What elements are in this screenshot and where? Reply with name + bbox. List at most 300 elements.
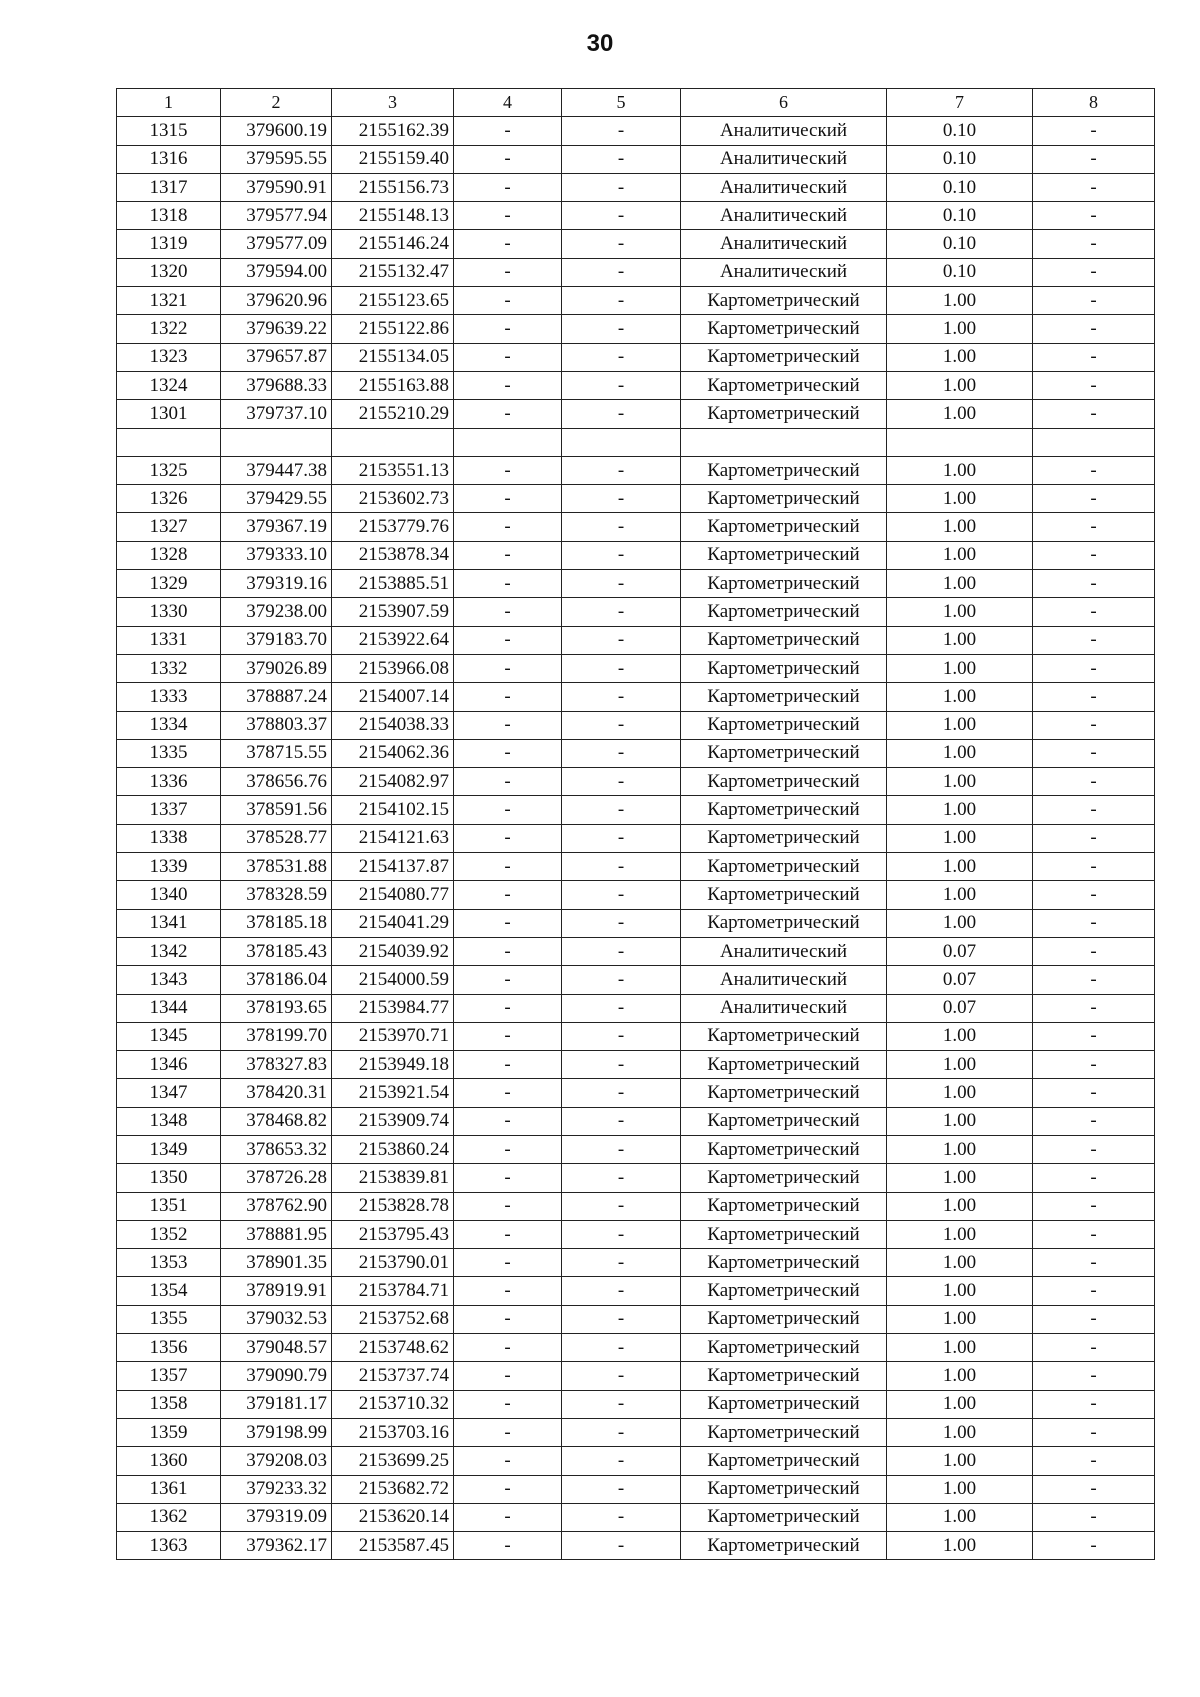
method-cell: Картометрический (681, 1022, 887, 1050)
col4-cell: - (454, 881, 562, 909)
col4-cell: - (454, 1277, 562, 1305)
accuracy-cell: 1.00 (887, 1135, 1033, 1163)
point-number-cell: 1344 (117, 994, 221, 1022)
accuracy-cell: 1.00 (887, 881, 1033, 909)
point-number-cell: 1329 (117, 570, 221, 598)
y-coordinate-cell: 2155148.13 (332, 202, 454, 230)
method-cell: Картометрический (681, 1164, 887, 1192)
x-coordinate-cell: 379233.32 (221, 1475, 332, 1503)
x-coordinate-cell: 378762.90 (221, 1192, 332, 1220)
table-row (117, 173, 1155, 201)
table-row (117, 909, 1155, 937)
col8-cell: - (1033, 1220, 1155, 1248)
method-cell: Картометрический (681, 853, 887, 881)
point-number-cell: 1334 (117, 711, 221, 739)
accuracy-cell: 1.00 (887, 909, 1033, 937)
x-coordinate-cell: 378186.04 (221, 966, 332, 994)
point-number-cell: 1358 (117, 1390, 221, 1418)
y-coordinate-cell: 2154039.92 (332, 937, 454, 965)
table-row (117, 937, 1155, 965)
table-row (117, 1390, 1155, 1418)
x-coordinate-cell: 378327.83 (221, 1051, 332, 1079)
col4-cell: - (454, 485, 562, 513)
method-cell: Картометрический (681, 1305, 887, 1333)
table-row (117, 400, 1155, 428)
y-coordinate-cell: 2153922.64 (332, 626, 454, 654)
col5-cell: - (562, 371, 681, 399)
x-coordinate-cell: 378656.76 (221, 768, 332, 796)
col4-cell: - (454, 1022, 562, 1050)
point-number-cell: 1343 (117, 966, 221, 994)
header-cell: 7 (887, 89, 1033, 117)
accuracy-cell: 1.00 (887, 1220, 1033, 1248)
point-number-cell: 1323 (117, 343, 221, 371)
col5-cell: - (562, 796, 681, 824)
table-row (117, 853, 1155, 881)
table-row (117, 1305, 1155, 1333)
col8-cell: - (1033, 994, 1155, 1022)
table-row (117, 1277, 1155, 1305)
method-cell: Аналитический (681, 145, 887, 173)
accuracy-cell: 1.00 (887, 768, 1033, 796)
table-row (117, 739, 1155, 767)
y-coordinate-cell: 2153779.76 (332, 513, 454, 541)
col5-cell: - (562, 315, 681, 343)
col5-cell: - (562, 1249, 681, 1277)
y-coordinate-cell: 2153790.01 (332, 1249, 454, 1277)
point-number-cell: 1322 (117, 315, 221, 343)
method-cell: Картометрический (681, 541, 887, 569)
header-cell: 2 (221, 89, 332, 117)
y-coordinate-cell: 2153620.14 (332, 1503, 454, 1531)
col8-cell: - (1033, 1362, 1155, 1390)
x-coordinate-cell: 379657.87 (221, 343, 332, 371)
col8-cell: - (1033, 456, 1155, 484)
col5-cell: - (562, 824, 681, 852)
col4-cell: - (454, 1192, 562, 1220)
accuracy-cell: 0.07 (887, 966, 1033, 994)
method-cell: Картометрический (681, 1107, 887, 1135)
y-coordinate-cell: 2155146.24 (332, 230, 454, 258)
point-number-cell: 1355 (117, 1305, 221, 1333)
y-coordinate-cell: 2155123.65 (332, 287, 454, 315)
point-number-cell: 1352 (117, 1220, 221, 1248)
x-coordinate-cell: 379090.79 (221, 1362, 332, 1390)
col8-cell: - (1033, 1532, 1155, 1560)
x-coordinate-cell: 378528.77 (221, 824, 332, 852)
col8-cell: - (1033, 117, 1155, 145)
col8-cell: - (1033, 1334, 1155, 1362)
y-coordinate-cell: 2153878.34 (332, 541, 454, 569)
col5-cell: - (562, 654, 681, 682)
col4-cell: - (454, 1532, 562, 1560)
accuracy-cell: 1.00 (887, 513, 1033, 541)
col4-cell: - (454, 541, 562, 569)
col4-cell: - (454, 513, 562, 541)
col8-cell: - (1033, 258, 1155, 286)
method-cell: Картометрический (681, 683, 887, 711)
col5-cell: - (562, 1532, 681, 1560)
point-number-cell: 1363 (117, 1532, 221, 1560)
accuracy-cell: 1.00 (887, 1022, 1033, 1050)
point-number-cell: 1325 (117, 456, 221, 484)
page-number: 30 (586, 30, 614, 57)
col4-cell: - (454, 1305, 562, 1333)
col4-cell: - (454, 909, 562, 937)
method-cell: Картометрический (681, 626, 887, 654)
col8-cell: - (1033, 1107, 1155, 1135)
accuracy-cell: 0.10 (887, 145, 1033, 173)
point-number-cell: 1339 (117, 853, 221, 881)
table-row (117, 654, 1155, 682)
point-number-cell: 1356 (117, 1334, 221, 1362)
table-row (117, 1051, 1155, 1079)
x-coordinate-cell: 379208.03 (221, 1447, 332, 1475)
empty-cell (454, 428, 562, 456)
y-coordinate-cell: 2154041.29 (332, 909, 454, 937)
col5-cell: - (562, 1503, 681, 1531)
col8-cell: - (1033, 570, 1155, 598)
x-coordinate-cell: 378726.28 (221, 1164, 332, 1192)
col4-cell: - (454, 258, 562, 286)
accuracy-cell: 1.00 (887, 343, 1033, 371)
table-row (117, 598, 1155, 626)
col5-cell: - (562, 258, 681, 286)
x-coordinate-cell: 378185.18 (221, 909, 332, 937)
y-coordinate-cell: 2153682.72 (332, 1475, 454, 1503)
accuracy-cell: 1.00 (887, 626, 1033, 654)
method-cell: Картометрический (681, 1475, 887, 1503)
col8-cell: - (1033, 654, 1155, 682)
table-row (117, 1192, 1155, 1220)
col4-cell: - (454, 654, 562, 682)
table-row (117, 796, 1155, 824)
col4-cell: - (454, 173, 562, 201)
x-coordinate-cell: 378653.32 (221, 1135, 332, 1163)
table-row (117, 1532, 1155, 1560)
table-row (117, 570, 1155, 598)
col8-cell: - (1033, 1192, 1155, 1220)
col8-cell: - (1033, 937, 1155, 965)
point-number-cell: 1351 (117, 1192, 221, 1220)
x-coordinate-cell: 379032.53 (221, 1305, 332, 1333)
x-coordinate-cell: 379590.91 (221, 173, 332, 201)
point-number-cell: 1348 (117, 1107, 221, 1135)
table-row (117, 1164, 1155, 1192)
col4-cell: - (454, 400, 562, 428)
point-number-cell: 1318 (117, 202, 221, 230)
point-number-cell: 1345 (117, 1022, 221, 1050)
method-cell: Картометрический (681, 1079, 887, 1107)
col5-cell: - (562, 456, 681, 484)
method-cell: Картометрический (681, 598, 887, 626)
y-coordinate-cell: 2153710.32 (332, 1390, 454, 1418)
method-cell: Картометрический (681, 1277, 887, 1305)
col5-cell: - (562, 966, 681, 994)
point-number-cell: 1360 (117, 1447, 221, 1475)
point-number-cell: 1336 (117, 768, 221, 796)
x-coordinate-cell: 379238.00 (221, 598, 332, 626)
point-number-cell: 1346 (117, 1051, 221, 1079)
table-row (117, 513, 1155, 541)
col8-cell: - (1033, 683, 1155, 711)
col5-cell: - (562, 570, 681, 598)
empty-cell (562, 428, 681, 456)
y-coordinate-cell: 2153885.51 (332, 570, 454, 598)
table-body (117, 117, 1155, 1560)
accuracy-cell: 1.00 (887, 371, 1033, 399)
y-coordinate-cell: 2153828.78 (332, 1192, 454, 1220)
col8-cell: - (1033, 768, 1155, 796)
y-coordinate-cell: 2153984.77 (332, 994, 454, 1022)
y-coordinate-cell: 2154080.77 (332, 881, 454, 909)
point-number-cell: 1301 (117, 400, 221, 428)
table-row (117, 1107, 1155, 1135)
method-cell: Аналитический (681, 937, 887, 965)
col4-cell: - (454, 287, 562, 315)
header-cell: 3 (332, 89, 454, 117)
method-cell: Картометрический (681, 1135, 887, 1163)
col5-cell: - (562, 541, 681, 569)
col8-cell: - (1033, 541, 1155, 569)
header-cell: 4 (454, 89, 562, 117)
table-header (117, 89, 1155, 117)
col4-cell: - (454, 1362, 562, 1390)
method-cell: Картометрический (681, 1503, 887, 1531)
point-number-cell: 1317 (117, 173, 221, 201)
col8-cell: - (1033, 1051, 1155, 1079)
y-coordinate-cell: 2153699.25 (332, 1447, 454, 1475)
col5-cell: - (562, 343, 681, 371)
accuracy-cell: 0.10 (887, 117, 1033, 145)
table-row (117, 1135, 1155, 1163)
accuracy-cell: 1.00 (887, 1418, 1033, 1446)
point-number-cell: 1349 (117, 1135, 221, 1163)
col5-cell: - (562, 145, 681, 173)
col8-cell: - (1033, 1022, 1155, 1050)
empty-cell (887, 428, 1033, 456)
x-coordinate-cell: 379183.70 (221, 626, 332, 654)
col4-cell: - (454, 1418, 562, 1446)
table-row (117, 145, 1155, 173)
y-coordinate-cell: 2153587.45 (332, 1532, 454, 1560)
col8-cell: - (1033, 1277, 1155, 1305)
method-cell: Картометрический (681, 1447, 887, 1475)
point-number-cell: 1319 (117, 230, 221, 258)
point-number-cell: 1330 (117, 598, 221, 626)
point-number-cell: 1347 (117, 1079, 221, 1107)
col8-cell: - (1033, 1447, 1155, 1475)
empty-cell (681, 428, 887, 456)
accuracy-cell: 0.07 (887, 937, 1033, 965)
table-row (117, 1362, 1155, 1390)
col4-cell: - (454, 230, 562, 258)
point-number-cell: 1327 (117, 513, 221, 541)
col5-cell: - (562, 1220, 681, 1248)
method-cell: Аналитический (681, 173, 887, 201)
col8-cell: - (1033, 145, 1155, 173)
table-row (117, 315, 1155, 343)
method-cell: Картометрический (681, 881, 887, 909)
x-coordinate-cell: 379577.09 (221, 230, 332, 258)
point-number-cell: 1341 (117, 909, 221, 937)
accuracy-cell: 1.00 (887, 853, 1033, 881)
col8-cell: - (1033, 173, 1155, 201)
accuracy-cell: 1.00 (887, 1362, 1033, 1390)
point-number-cell: 1357 (117, 1362, 221, 1390)
col5-cell: - (562, 1022, 681, 1050)
x-coordinate-cell: 378185.43 (221, 937, 332, 965)
point-number-cell: 1359 (117, 1418, 221, 1446)
method-cell: Картометрический (681, 1362, 887, 1390)
point-number-cell: 1335 (117, 739, 221, 767)
accuracy-cell: 0.10 (887, 230, 1033, 258)
y-coordinate-cell: 2154121.63 (332, 824, 454, 852)
x-coordinate-cell: 378803.37 (221, 711, 332, 739)
col8-cell: - (1033, 343, 1155, 371)
accuracy-cell: 1.00 (887, 570, 1033, 598)
col5-cell: - (562, 739, 681, 767)
method-cell: Картометрический (681, 287, 887, 315)
y-coordinate-cell: 2153703.16 (332, 1418, 454, 1446)
accuracy-cell: 1.00 (887, 315, 1033, 343)
col8-cell: - (1033, 513, 1155, 541)
method-cell: Картометрический (681, 654, 887, 682)
col4-cell: - (454, 937, 562, 965)
table-row (117, 258, 1155, 286)
x-coordinate-cell: 378199.70 (221, 1022, 332, 1050)
col8-cell: - (1033, 966, 1155, 994)
col5-cell: - (562, 485, 681, 513)
col8-cell: - (1033, 796, 1155, 824)
y-coordinate-cell: 2154082.97 (332, 768, 454, 796)
accuracy-cell: 1.00 (887, 796, 1033, 824)
point-number-cell: 1328 (117, 541, 221, 569)
y-coordinate-cell: 2154137.87 (332, 853, 454, 881)
col5-cell: - (562, 1475, 681, 1503)
header-cell: 6 (681, 89, 887, 117)
table-row (117, 1334, 1155, 1362)
col4-cell: - (454, 739, 562, 767)
col4-cell: - (454, 570, 562, 598)
col4-cell: - (454, 994, 562, 1022)
empty-cell (117, 428, 221, 456)
x-coordinate-cell: 379447.38 (221, 456, 332, 484)
col5-cell: - (562, 1418, 681, 1446)
accuracy-cell: 1.00 (887, 1447, 1033, 1475)
y-coordinate-cell: 2155159.40 (332, 145, 454, 173)
accuracy-cell: 1.00 (887, 1079, 1033, 1107)
col5-cell: - (562, 1079, 681, 1107)
col4-cell: - (454, 853, 562, 881)
point-number-cell: 1321 (117, 287, 221, 315)
accuracy-cell: 1.00 (887, 711, 1033, 739)
method-cell: Аналитический (681, 994, 887, 1022)
col5-cell: - (562, 1334, 681, 1362)
table-row (117, 371, 1155, 399)
x-coordinate-cell: 378919.91 (221, 1277, 332, 1305)
point-number-cell: 1324 (117, 371, 221, 399)
table-row (117, 626, 1155, 654)
y-coordinate-cell: 2153737.74 (332, 1362, 454, 1390)
point-number-cell: 1338 (117, 824, 221, 852)
col4-cell: - (454, 1135, 562, 1163)
table-row (117, 966, 1155, 994)
col4-cell: - (454, 145, 562, 173)
point-number-cell: 1332 (117, 654, 221, 682)
point-number-cell: 1354 (117, 1277, 221, 1305)
y-coordinate-cell: 2155134.05 (332, 343, 454, 371)
x-coordinate-cell: 379737.10 (221, 400, 332, 428)
col4-cell: - (454, 1503, 562, 1531)
y-coordinate-cell: 2153748.62 (332, 1334, 454, 1362)
method-cell: Картометрический (681, 909, 887, 937)
y-coordinate-cell: 2153784.71 (332, 1277, 454, 1305)
col8-cell: - (1033, 626, 1155, 654)
accuracy-cell: 1.00 (887, 287, 1033, 315)
col5-cell: - (562, 598, 681, 626)
empty-cell (332, 428, 454, 456)
y-coordinate-cell: 2155132.47 (332, 258, 454, 286)
x-coordinate-cell: 378328.59 (221, 881, 332, 909)
y-coordinate-cell: 2153949.18 (332, 1051, 454, 1079)
accuracy-cell: 1.00 (887, 1277, 1033, 1305)
method-cell: Картометрический (681, 315, 887, 343)
method-cell: Картометрический (681, 1418, 887, 1446)
x-coordinate-cell: 378468.82 (221, 1107, 332, 1135)
table-row (117, 768, 1155, 796)
col5-cell: - (562, 1447, 681, 1475)
empty-cell (221, 428, 332, 456)
col8-cell: - (1033, 853, 1155, 881)
y-coordinate-cell: 2153966.08 (332, 654, 454, 682)
col8-cell: - (1033, 1164, 1155, 1192)
col5-cell: - (562, 1362, 681, 1390)
col8-cell: - (1033, 1249, 1155, 1277)
method-cell: Картометрический (681, 711, 887, 739)
y-coordinate-cell: 2153839.81 (332, 1164, 454, 1192)
col8-cell: - (1033, 739, 1155, 767)
y-coordinate-cell: 2155122.86 (332, 315, 454, 343)
table-row (117, 456, 1155, 484)
coordinates-table (116, 88, 1155, 1560)
col5-cell: - (562, 909, 681, 937)
col4-cell: - (454, 1220, 562, 1248)
col8-cell: - (1033, 711, 1155, 739)
col5-cell: - (562, 173, 681, 201)
col4-cell: - (454, 626, 562, 654)
x-coordinate-cell: 379595.55 (221, 145, 332, 173)
x-coordinate-cell: 378591.56 (221, 796, 332, 824)
x-coordinate-cell: 378715.55 (221, 739, 332, 767)
col5-cell: - (562, 1051, 681, 1079)
col5-cell: - (562, 1305, 681, 1333)
accuracy-cell: 1.00 (887, 1475, 1033, 1503)
col5-cell: - (562, 768, 681, 796)
y-coordinate-cell: 2153752.68 (332, 1305, 454, 1333)
col5-cell: - (562, 1192, 681, 1220)
col4-cell: - (454, 343, 562, 371)
x-coordinate-cell: 379688.33 (221, 371, 332, 399)
method-cell: Картометрический (681, 400, 887, 428)
accuracy-cell: 1.00 (887, 739, 1033, 767)
x-coordinate-cell: 378901.35 (221, 1249, 332, 1277)
method-cell: Аналитический (681, 966, 887, 994)
col4-cell: - (454, 1164, 562, 1192)
method-cell: Аналитический (681, 258, 887, 286)
x-coordinate-cell: 379367.19 (221, 513, 332, 541)
x-coordinate-cell: 379594.00 (221, 258, 332, 286)
